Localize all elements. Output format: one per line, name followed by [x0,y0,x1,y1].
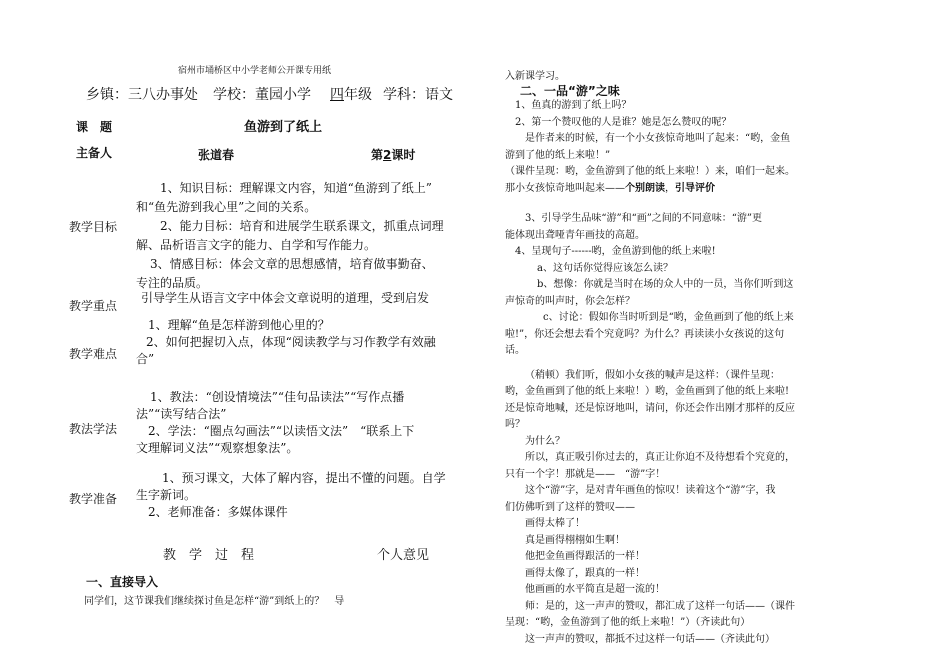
question-4a: a、这句话你觉得应该怎么读？ [537,262,673,274]
bold-note: 个别朗读 [625,182,665,194]
paragraph-line: 师：是的，这一声声的赞叹，都汇成了这样一句话——（课件 [525,600,795,612]
continued-text: 入新课学习。 [505,71,565,82]
key-text: 引导学生从语言文字中体会文章说明的道理，受到启发 [141,291,430,305]
praise-line: 画得太棒了！ [525,518,585,529]
method-line: 文理解词义法”“观察想象法”。 [136,441,299,455]
question-2: 2、第一个赞叹他的人是谁？她是怎么赞叹的呢？ [515,116,732,128]
prep-line: 生字新词。 [136,488,197,502]
lesson-number: 2 [383,148,392,162]
page-header: 宿州市埇桥区中小学老师公开课专用纸 [178,66,332,76]
method-line: 1、教法：“创设情境法”“佳句品读法”“写作点播 [150,390,405,404]
topic-value: 鱼游到了纸上 [244,120,323,135]
difficult-line: 合” [136,352,155,366]
paragraph-line: （课件呈现：哟，金鱼游到了他的纸上来啦！）来，咱们一起来。 [505,166,795,177]
praise-line: 他画画的水平简直是超一流的！ [525,584,665,595]
difficult-line: 1、理解“鱼是怎样游到他心里的？ [148,318,330,332]
paragraph-line: 啦!”，你还会想去看个究竟吗？为什么？再读读小女孩说的这句 [505,328,785,340]
paragraph-line: 所以，真正吸引你过去的，真正让你迫不及待想看个究竟的， [525,452,795,463]
paragraph-line: 吗？ [505,419,525,430]
paragraph-line: 能体现出聋哑青年画技的高超。 [505,229,645,241]
praise-line: 画得太像了，跟真的一样！ [525,567,645,579]
grade-suffix: 年级 [344,87,372,103]
goal-line: 专注的品质。 [136,276,209,290]
goal-line: 2、能力目标：培育和进展学生联系课文，抓重点词理 [160,219,444,233]
goals-text [136,179,444,293]
section1-text: 同学们，这节课我们继续探讨鱼是怎样“游”到纸上的？ 导 [84,596,345,607]
paragraph-line [505,181,795,198]
prep-label: 教学准备 [69,492,118,506]
paragraph-line: 是作者来的时候，有一个小女孩惊奇地叫了起来：“哟，金鱼 [525,133,791,144]
difficult-label: 教学难点 [69,347,118,361]
subject-field: 学科：语文 [383,87,453,103]
method-line: 2、学法：“圈点勾画法”“以读悟文法” “联系上下 [148,424,415,438]
topic-label: 课 题 [76,120,113,134]
lesson-prefix: 第 [371,148,384,162]
method-line: 法”“读写结合法” [136,407,227,421]
school-field: 学校：董园小学 [213,87,311,103]
question-1: 1、鱼真的游到了纸上吗？ [515,100,632,111]
preparer-label: 主备人 [76,146,113,160]
praise-line: 真是画得栩栩如生啊！ [525,534,625,546]
paragraph-text: 那小女孩惊奇地叫起来—— [505,182,625,194]
goal-line: 和“鱼先游到我心里”之间的关系。 [136,200,317,214]
prep-line: 1、预习课文，大体了解内容，提出不懂的问题。自学 [162,471,446,485]
paragraph-line: 这个“游”字，是对青年画鱼的惊叹！读着这个“游”字，我 [525,485,776,496]
town-field: 乡镇：三八办事处 [86,87,198,103]
methods-text [136,389,414,457]
paragraph-line: 们仿佛听到了这样的赞叹—— [505,501,635,513]
process-title: 教 学 过 程 [163,548,255,563]
paragraph-line: 呈现：“哟，金鱼游到了他的纸上来啦！”）（齐读此句） [505,617,751,628]
difficult-text [136,317,436,368]
praise-line: 他把金鱼画得跟活的一样！ [525,551,645,562]
bold-note: 引导评价 [675,182,715,194]
grade-number: 四 [330,87,344,103]
preparer-value: 张道春 [198,148,235,162]
section1-title: 一、直接导入 [86,575,159,589]
paragraph-text: ， [665,182,675,194]
goal-line: 3、情感目标：体会文章的思想感情，培育做事勤奋、 [150,257,434,271]
question-4: 4、呈现句子------哟，金鱼游到他的纸上来啦! [515,246,716,257]
section2-title: 二、一品“游”之味 [520,84,620,98]
right-body [505,98,795,648]
lesson-suffix: 课时 [391,148,416,162]
question-4c: c、讨论：假如你当时听到是“哟，金鱼画到了他的纸上来 [543,312,794,323]
difficult-line: 2、如何把握切入点，体现“阅读教学与习作教学有效融 [146,335,436,349]
paragraph-line: 只有一个字！那就是—— “游”字！ [505,468,666,480]
paragraph-line: 游到了他的纸上来啦！” [505,149,611,161]
goals-label: 教学目标 [69,220,118,234]
lesson-count [371,146,415,163]
key-label: 教学重点 [69,299,118,313]
methods-label: 教法学法 [69,422,118,436]
paragraph-line: 哟，金鱼画到了他的纸上来啦！）哟，金鱼画到了他的纸上来啦! [505,386,790,397]
personal-opinion-title: 个人意见 [377,548,430,563]
goal-line: 1、知识目标：理解课文内容，知道“鱼游到了纸上” [160,181,432,195]
paragraph-line: 这一声声的赞叹，都抵不过这样一句话——（齐读此句） [525,633,775,645]
paragraph-line: 为什么？ [525,435,565,447]
paragraph-line: 声惊奇的叫声时，你会怎样？ [505,295,635,307]
paragraph-line: 还是惊奇地喊，还是惊讶地叫，请问，你还会作出刚才那样的反应 [505,402,795,414]
paragraph-line: （稍顿）我们听，假如小女孩的喊声是这样：（课件呈现： [525,369,780,381]
prep-line: 2、老师准备：多媒体课件 [148,505,288,519]
question-4b: b、想像：你就是当时在场的众人中的一员，当你们听到这 [537,279,794,290]
goal-line: 解、品析语言文字的能力、自学和写作能力。 [136,238,377,252]
question-3: 3、引导学生品味“游”和“画”之间的不同意味：“游”更 [525,213,763,224]
prep-text [136,470,446,521]
paragraph-line: 话。 [505,345,525,356]
